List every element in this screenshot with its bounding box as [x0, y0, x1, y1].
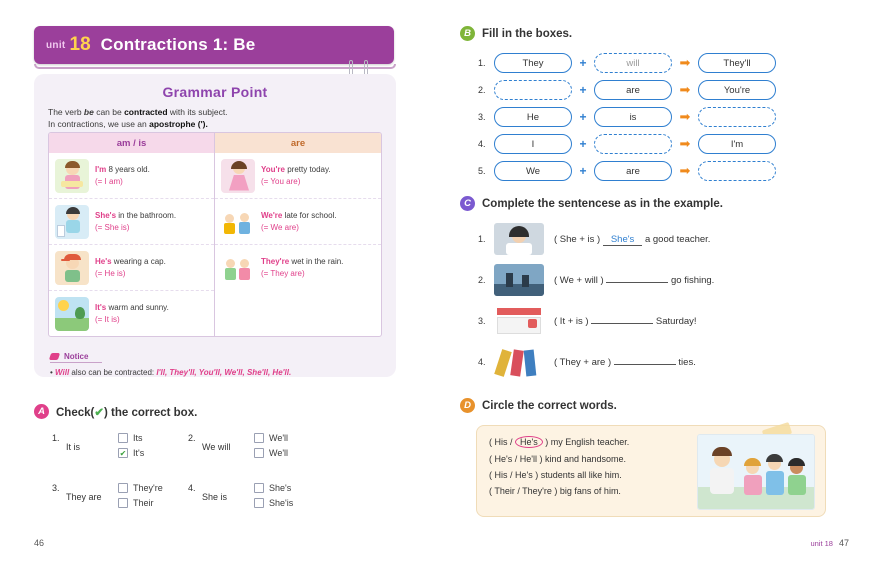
exercise-c-sentence: [554, 275, 714, 286]
photo-teacher: [494, 223, 544, 255]
exercise-d: [460, 398, 860, 517]
grammar-row: [49, 245, 214, 291]
checkbox[interactable]: [254, 498, 264, 508]
plus-sign: +: [579, 164, 587, 178]
contraction-text: She's: [95, 210, 117, 220]
grammar-sentence: [95, 256, 166, 280]
check-icon: ✔: [94, 406, 104, 419]
exercise-a-title-pre: Check(: [56, 406, 95, 419]
exercise-c-sentence: [554, 316, 697, 327]
grammar-table-header-am-is: am / is: [49, 133, 215, 153]
answer-box-result[interactable]: [698, 107, 776, 127]
grammar-point-description: [34, 100, 396, 135]
item-options: [254, 433, 288, 463]
tail-text: a good teacher.: [644, 233, 711, 245]
option-label: We'll: [269, 433, 289, 443]
grammar-row: [49, 291, 214, 337]
exercise-a: [34, 404, 414, 513]
checkbox[interactable]: [254, 483, 264, 493]
exercise-a-grid: [34, 433, 414, 513]
sentence-rest: warm and sunny.: [106, 303, 169, 312]
unit-word-label: unit: [46, 39, 66, 51]
photo-ties: [494, 346, 544, 378]
exercise-c-row: [478, 223, 860, 255]
exercise-a-item: [52, 433, 174, 463]
item-number: 4.: [478, 357, 486, 367]
exercise-b-row: [478, 107, 860, 127]
illustration-girl-dress: [221, 159, 255, 193]
gp-desc-1d: contracted: [124, 107, 168, 117]
exercise-b-row: [478, 80, 860, 100]
notice-forms: I'll, They'll, You'll, We'll, She'll, He'll.: [156, 368, 292, 377]
prompt-text: ( They + are ): [554, 356, 612, 368]
grammar-row: [49, 153, 214, 199]
contraction-text: We're: [261, 210, 283, 220]
grammar-table-right-column: [215, 153, 381, 337]
answer-box-left[interactable]: He: [494, 107, 572, 127]
circled-answer[interactable]: He's: [515, 436, 543, 448]
gp-desc-2a: In contractions, we use an: [48, 119, 150, 130]
grammar-point-heading: Grammar Point: [162, 84, 268, 100]
item-number: 1.: [478, 58, 486, 68]
grammar-sentence: [261, 210, 337, 234]
right-page: [436, 0, 873, 570]
expansion-text: (= He is): [95, 268, 126, 278]
arrow-icon: ➡: [679, 136, 691, 151]
grammar-row: [215, 199, 381, 245]
gp-desc-2b: apostrophe (').: [149, 119, 208, 130]
item-prompt: We will: [202, 442, 231, 452]
exercise-d-line[interactable]: ( He's / He'll ) kind and handsome.: [489, 454, 626, 464]
answer-box-middle[interactable]: are: [594, 161, 672, 181]
exercise-c-badge: C: [460, 196, 475, 211]
exercise-d-header: [460, 398, 860, 413]
expansion-text: (= It is): [95, 315, 120, 324]
illustration-teacher-students: [697, 434, 815, 510]
plus-sign: +: [579, 56, 587, 70]
tail-text: go fishing.: [671, 274, 715, 286]
exercise-c-row: [478, 264, 860, 296]
exercise-b-rows: [460, 53, 860, 181]
plus-sign: +: [579, 110, 587, 124]
exercise-c-header: [460, 196, 860, 211]
option-label: Their: [133, 498, 154, 508]
grammar-sentence: [261, 164, 331, 188]
grammar-table: [48, 132, 382, 337]
option-row[interactable]: [118, 433, 144, 443]
expansion-text: (= She is): [95, 222, 130, 232]
option-row[interactable]: [254, 483, 293, 493]
arrow-icon: ➡: [679, 82, 691, 97]
option-label: We'll: [269, 448, 289, 458]
notice-block: [50, 346, 380, 377]
exercise-b: [460, 26, 860, 188]
answer-box-result[interactable]: They'll: [698, 53, 776, 73]
expansion-text: (= I am): [95, 176, 123, 186]
checkbox[interactable]: [118, 483, 128, 493]
answer-blank[interactable]: [614, 364, 676, 365]
contraction-text: You're: [261, 164, 285, 174]
exercise-b-row: [478, 134, 860, 154]
exercise-a-header: [34, 404, 414, 419]
left-page: [0, 0, 436, 570]
grammar-table-header-are: are: [215, 133, 381, 153]
contraction-text: It's: [95, 303, 107, 312]
answer-box-middle[interactable]: is: [594, 107, 672, 127]
item-options: [254, 483, 293, 513]
prompt-text: ( She + is ): [554, 233, 601, 245]
exercise-b-title: Fill in the boxes.: [482, 27, 573, 40]
answer-box-result[interactable]: [698, 161, 776, 181]
grammar-sentence: [95, 164, 150, 188]
grammar-point-panel: [34, 74, 396, 377]
sentence-rest: pretty today.: [284, 164, 331, 174]
checkbox-checked[interactable]: ✔: [119, 448, 127, 458]
illustration-sunny-weather: [55, 297, 89, 331]
item-prompt: She is: [202, 492, 228, 502]
prompt-text: ( It + is ): [554, 315, 589, 327]
illustration-girl-bathroom: [55, 205, 89, 239]
option-row[interactable]: [118, 498, 163, 508]
grammar-table-left-column: [49, 153, 215, 337]
expansion-text: (= They are): [261, 269, 305, 278]
grammar-sentence: [95, 210, 176, 234]
grammar-row: [215, 245, 381, 291]
item-options: [118, 483, 163, 513]
sentence-rest: wet in the rain.: [289, 257, 344, 266]
answer-box-middle[interactable]: are: [594, 80, 672, 100]
prompt-text: ( We + will ): [554, 274, 604, 286]
gp-desc-1a: The verb: [48, 107, 84, 117]
footer-unit-label: unit 18: [810, 539, 833, 548]
plus-sign: +: [579, 137, 587, 151]
contraction-text: He's: [95, 256, 112, 266]
item-number: 3.: [478, 112, 486, 122]
checkbox[interactable]: [118, 498, 128, 508]
exercise-a-title-post: ) the correct box.: [104, 406, 198, 419]
grammar-sentence: [95, 302, 169, 326]
item-number: 2.: [478, 275, 486, 285]
exercise-b-row: [478, 161, 860, 181]
item-number: 2.: [188, 433, 196, 443]
grammar-table-header: [49, 133, 381, 153]
notice-label: Notice: [50, 352, 102, 363]
sentence-rest: wearing a cap.: [111, 256, 166, 266]
sentence-rest: in the bathroom.: [116, 210, 177, 220]
grammar-row: [49, 199, 214, 245]
item-number: 4.: [478, 139, 486, 149]
option-label: It's: [133, 448, 145, 458]
sentence-rest: 8 years old.: [106, 164, 150, 174]
photo-calendar: [494, 305, 544, 337]
option-label: She'is: [269, 498, 294, 508]
exercise-c-rows: [460, 223, 860, 378]
answer-box-middle[interactable]: [594, 134, 672, 154]
answer-blank[interactable]: [606, 282, 668, 283]
answer-box-left[interactable]: I: [494, 134, 572, 154]
notice-text: [50, 368, 380, 377]
unit-title-bar: [34, 26, 394, 64]
tail-text: ties.: [678, 356, 696, 368]
item-number: 3.: [52, 483, 60, 493]
option-row[interactable]: [118, 483, 163, 493]
illustration-boy-cap: [55, 251, 89, 285]
exercise-b-header: [460, 26, 860, 41]
unit-number: 18: [69, 34, 91, 55]
answer-blank[interactable]: [591, 323, 653, 324]
plus-sign: +: [579, 83, 587, 97]
option-row[interactable]: [254, 498, 293, 508]
arrow-icon: ➡: [679, 163, 691, 178]
option-label: She's: [269, 483, 292, 493]
answer-box-middle[interactable]: will: [594, 53, 672, 73]
tail-text: Saturday!: [655, 315, 697, 327]
exercise-d-card: [476, 425, 826, 517]
answer-box-result[interactable]: I'm: [698, 134, 776, 154]
page-title: Contractions 1: Be: [100, 35, 256, 54]
gp-desc-1c: can be: [93, 107, 125, 117]
item-options: [118, 433, 144, 463]
exercise-c-title: Complete the sentencese as in the example.: [482, 197, 723, 210]
item-prompt: It is: [66, 442, 81, 452]
exercise-c-sentence: [554, 357, 696, 368]
gp-desc-1e: with its subject.: [167, 107, 228, 117]
line-pre: ( His /: [489, 437, 515, 447]
notice-bullet: •: [50, 368, 53, 377]
arrow-icon: ➡: [679, 55, 691, 70]
option-label: Its: [133, 433, 143, 443]
exercise-c: [460, 196, 860, 387]
contraction-text: They're: [261, 257, 290, 266]
exercise-d-line[interactable]: ( Their / They're ) big fans of him.: [489, 486, 621, 496]
page-number-right: 47: [838, 538, 849, 548]
arrow-icon: ➡: [679, 109, 691, 124]
item-number: 2.: [478, 85, 486, 95]
sentence-rest: late for school.: [282, 210, 337, 220]
grammar-row: [215, 153, 381, 199]
option-label: They're: [133, 483, 163, 493]
item-number: 4.: [188, 483, 196, 493]
exercise-d-badge: D: [460, 398, 475, 413]
page-footer-right: [810, 538, 849, 548]
gp-desc-1b: be: [83, 107, 94, 117]
item-prompt: They are: [66, 492, 102, 502]
option-row[interactable]: [118, 448, 144, 458]
notice-will-word: Will: [55, 368, 70, 377]
expansion-text: (= We are): [261, 222, 299, 232]
option-row[interactable]: [254, 433, 288, 443]
exercise-a-item: [188, 483, 310, 513]
answer-box-result[interactable]: You're: [698, 80, 776, 100]
exercise-a-title: [56, 405, 197, 419]
grammar-sentence: [261, 256, 343, 280]
notice-mid: also can be contracted:: [69, 368, 157, 377]
exercise-a-item: [188, 433, 310, 463]
exercise-c-sentence: [554, 234, 710, 245]
exercise-a-item: [52, 483, 174, 513]
exercise-c-row: [478, 346, 860, 378]
checkbox[interactable]: [118, 433, 128, 443]
exercise-b-row: [478, 53, 860, 73]
answer-box-left[interactable]: [494, 80, 572, 100]
exercise-c-row: [478, 305, 860, 337]
answer-blank[interactable]: She's: [603, 234, 642, 246]
checkbox[interactable]: [254, 433, 264, 443]
illustration-kids-running: [221, 205, 255, 239]
page-number-left: 46: [34, 538, 45, 548]
illustration-girl-birthday: [55, 159, 89, 193]
exercise-a-badge: A: [34, 404, 49, 419]
item-number: 1.: [52, 433, 60, 443]
item-number: 3.: [478, 316, 486, 326]
exercise-b-badge: B: [460, 26, 475, 41]
expansion-text: (= You are): [261, 176, 301, 186]
option-row[interactable]: [254, 448, 288, 458]
exercise-d-title: Circle the correct words.: [482, 399, 617, 412]
item-number: 5.: [478, 166, 486, 176]
exercise-d-line[interactable]: ( His / He's ) students all like him.: [489, 470, 622, 480]
contraction-text: I'm: [95, 164, 107, 174]
answer-box-left[interactable]: We: [494, 161, 572, 181]
illustration-kids-rain: [221, 251, 255, 285]
answer-box-left[interactable]: They: [494, 53, 572, 73]
title-underline-decoration: [34, 64, 396, 69]
checkbox[interactable]: [254, 448, 264, 458]
photo-fishing: [494, 264, 544, 296]
item-number: 1.: [478, 234, 486, 244]
line-post: ) my English teacher.: [542, 437, 630, 447]
grammar-table-body: [49, 153, 381, 337]
